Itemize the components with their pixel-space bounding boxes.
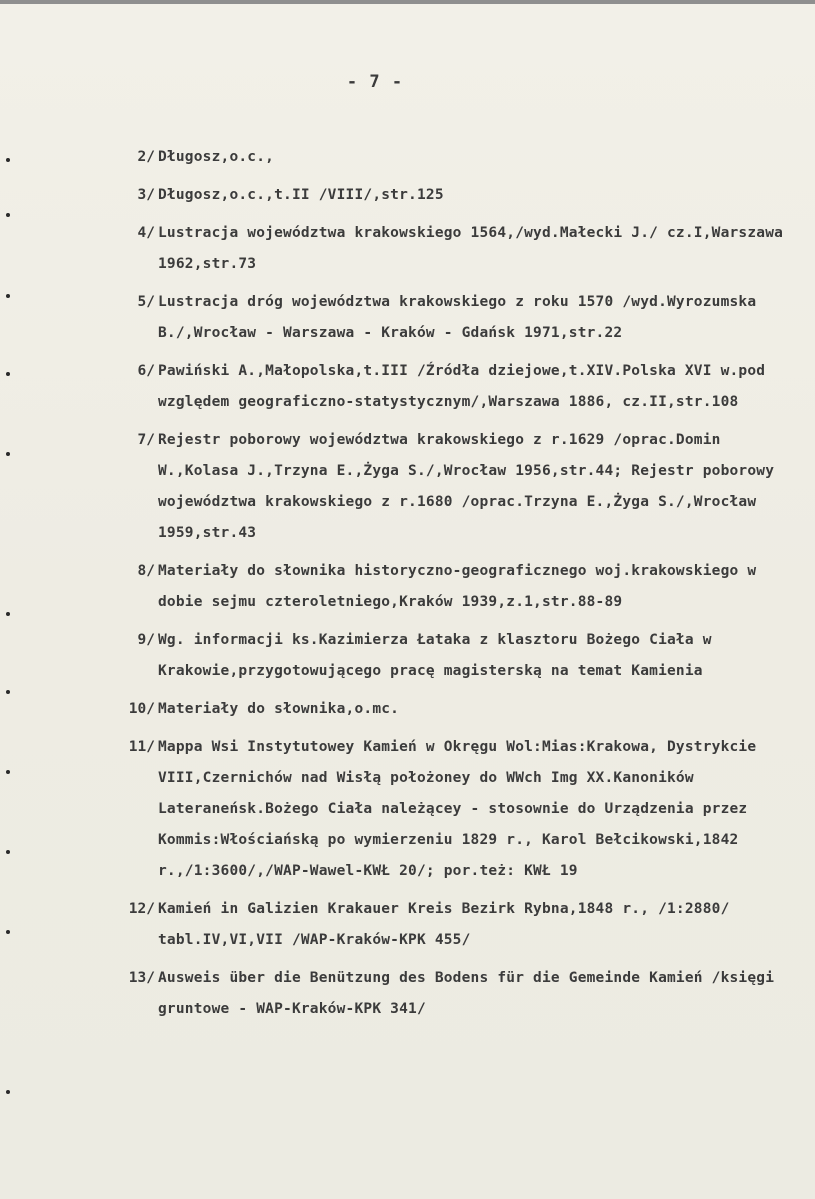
scan-top-edge <box>0 0 815 4</box>
footnote-text: Lustracja dróg województwa krakowskiego z roku 1570 /wyd.Wyrozumska B./,Wrocław - Warszawa - Kraków - Gdańsk 1971,str.22 <box>158 294 766 341</box>
footnote-number: 13/ <box>128 970 155 986</box>
footnote-text: Kamień in Galizien Krakauer Kreis Bezirk Rybna,1848 r., /1:2880/ tabl.IV,VI,VII /WAP-Kraków-KPK 455/ <box>158 901 739 948</box>
page-number: - 7 - <box>346 72 404 92</box>
footnote-item <box>115 556 805 618</box>
punch-mark <box>6 770 10 774</box>
footnote-item <box>115 142 805 173</box>
footnote-item <box>115 218 805 280</box>
footnote-number: 5/ <box>137 294 155 310</box>
footnote-number: 8/ <box>137 563 155 579</box>
footnote-item <box>115 287 805 349</box>
footnote-item <box>115 894 805 956</box>
footnote-item <box>115 625 805 687</box>
footnote-number: 12/ <box>128 901 155 917</box>
footnote-text: Lustracja województwa krakowskiego 1564,/wyd.Małecki J./ cz.I,Warszawa 1962,str.73 <box>158 225 793 272</box>
punch-mark <box>6 690 10 694</box>
footnote-text: Materiały do słownika historyczno-geograficznego woj.krakowskiego w dobie sejmu czteroletniego,Kraków 1939,z.1,str.88-89 <box>158 563 766 610</box>
punch-mark <box>6 930 10 934</box>
footnote-item <box>115 694 805 725</box>
footnote-list <box>115 142 805 1032</box>
punch-mark <box>6 294 10 298</box>
footnote-number: 4/ <box>137 225 155 241</box>
footnote-item <box>115 963 805 1025</box>
footnote-text: Wg. informacji ks.Kazimierza Łataka z klasztoru Bożego Ciała w Krakowie,przygotowującego pracę magisterską na temat Kamienia <box>158 632 721 679</box>
footnote-text: Długosz,o.c.,t.II /VIII/,str.125 <box>158 187 444 203</box>
footnote-number: 7/ <box>137 432 155 448</box>
footnote-text: Mappa Wsi Instytutowey Kamień w Okręgu Wol:Mias:Krakowa, Dystrykcie VIII,Czernichów nad Wisłą położoney do WWch Img XX.Kanoników Lateraneńsk.Bożego Ciała należącey - stosownie do Urządzenia przez Kommis:Włościańską po wymierzeniu 1829 r., Karol Bełcikowski,1842 r.,/1:3600/,/WAP-Wawel-KWŁ 20/; por.też: KWŁ 19 <box>158 739 766 879</box>
footnote-text: Pawiński A.,Małopolska,t.III /Źródła dziejowe,t.XIV.Polska XVI w.pod względem geograficzno-statystycznym/,Warszawa 1886, cz.II,str.108 <box>158 363 775 410</box>
footnote-number: 2/ <box>137 149 155 165</box>
punch-mark <box>6 213 10 217</box>
footnote-number: 11/ <box>128 739 155 755</box>
footnote-number: 10/ <box>128 701 155 717</box>
footnote-item <box>115 732 805 887</box>
footnote-item <box>115 180 805 211</box>
punch-mark <box>6 452 10 456</box>
punch-mark <box>6 612 10 616</box>
footnote-text: Ausweis über die Benützung des Bodens für die Gemeinde Kamień /księgi gruntowe - WAP-Kraków-KPK 341/ <box>158 970 784 1017</box>
footnote-item <box>115 425 805 549</box>
footnote-number: 3/ <box>137 187 155 203</box>
punch-mark <box>6 158 10 162</box>
footnote-number: 6/ <box>137 363 155 379</box>
footnote-number: 9/ <box>137 632 155 648</box>
footnote-text: Rejestr poborowy województwa krakowskiego z r.1629 /oprac.Domin W.,Kolasa J.,Trzyna E.,Żyga S./,Wrocław 1956,str.44; Rejestr poborowy województwa krakowskiego z r.1680 /oprac.Trzyna E.,Żyga S./,Wrocław 1959,str.43 <box>158 432 784 541</box>
footnote-text: Długosz,o.c., <box>158 149 275 165</box>
punch-mark <box>6 850 10 854</box>
punch-mark <box>6 1090 10 1094</box>
footnote-text: Materiały do słownika,o.mc. <box>158 701 400 717</box>
punch-mark <box>6 372 10 376</box>
footnote-item <box>115 356 805 418</box>
